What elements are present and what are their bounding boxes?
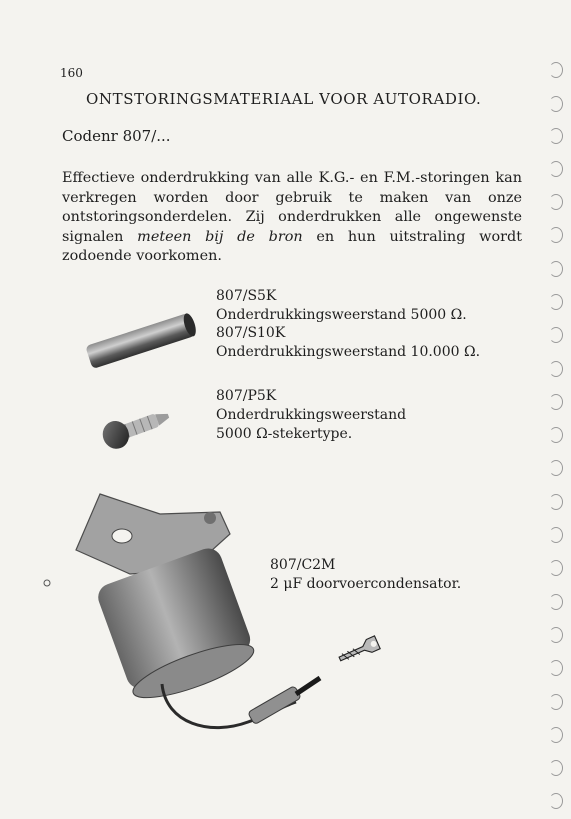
binding-hole <box>549 460 563 476</box>
binding-hole <box>549 627 563 643</box>
binding-hole <box>549 261 563 277</box>
product-description: Onderdrukkingsweerstand <box>216 407 407 423</box>
binding-hole <box>549 594 563 610</box>
product-label-s10k <box>216 324 480 362</box>
binding-hole <box>549 494 563 510</box>
product-code: 807/C2M <box>270 557 336 573</box>
binding-hole <box>549 527 563 543</box>
binding-hole <box>549 227 563 243</box>
binding-hole <box>549 327 563 343</box>
page-number: 160 <box>60 66 83 80</box>
product-label-s5k <box>216 287 467 325</box>
binding-hole <box>549 62 563 78</box>
product-description: Onderdrukkingsweerstand 5000 Ω. <box>216 307 467 323</box>
product-code: 807/P5K <box>216 388 277 404</box>
binding-hole <box>549 194 563 210</box>
margin-mark <box>42 578 52 588</box>
resistor-photo <box>80 305 200 375</box>
binding-hole <box>549 427 563 443</box>
binding-hole <box>549 660 563 676</box>
binding-hole <box>549 694 563 710</box>
page-title: ONTSTORINGSMATERIAAL VOOR AUTORADIO. <box>86 90 482 108</box>
intro-paragraph <box>62 169 522 267</box>
plug-resistor-photo <box>95 405 175 453</box>
product-description: Onderdrukkingsweerstand 10.000 Ω. <box>216 344 481 360</box>
product-code: 807/S10K <box>216 325 286 341</box>
intro-text-after: en hun uitstraling wordt zodoende voorkomen. <box>62 228 522 264</box>
code-line: Codenr 807/... <box>62 127 171 145</box>
binding-hole <box>549 560 563 576</box>
binding-hole <box>549 727 563 743</box>
binding-hole <box>549 96 563 112</box>
binding-hole <box>549 128 563 144</box>
binding-hole <box>549 361 563 377</box>
product-label-p5k <box>216 387 406 444</box>
product-description: 2 μF doorvoercondensator. <box>270 576 462 592</box>
binding-hole <box>549 793 563 809</box>
capacitor-photo <box>70 488 390 748</box>
binding-hole <box>549 760 563 776</box>
intro-text-before: Effectieve onderdrukking van alle K.G.- en F.M.-storingen kan verkregen worden door gebruik te maken van onze ontstoringsonderdelen. Zij onderdrukken alle ongewenste signalen <box>62 170 522 245</box>
binding-hole <box>549 394 563 410</box>
binding-hole <box>549 161 563 177</box>
binding-hole <box>549 294 563 310</box>
product-code: 807/S5K <box>216 288 277 304</box>
product-description-2: 5000 Ω-stekertype. <box>216 426 353 442</box>
intro-emphasis: meteen bij de bron <box>137 228 303 245</box>
